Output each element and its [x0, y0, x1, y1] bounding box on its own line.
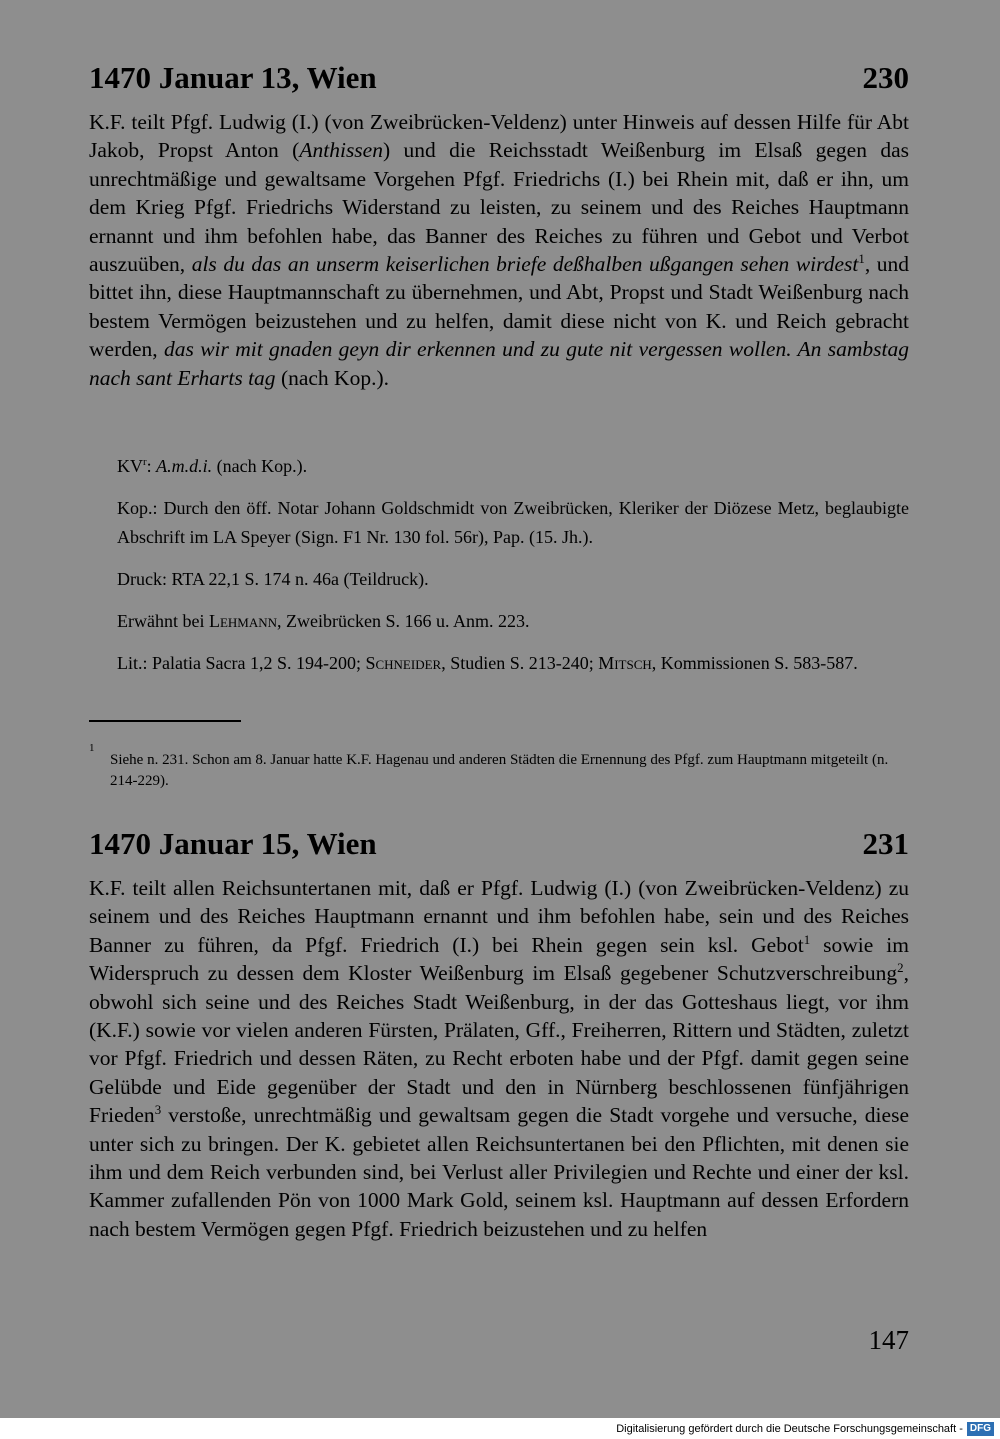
footnote-ref-1: 1 [803, 932, 811, 947]
erwaehnt-line: Erwähnt bei Lehmann, Zweibrücken S. 166 u. Anm. 223. [117, 611, 530, 631]
druck-line: Druck: RTA 22,1 S. 174 n. 46a (Teildruck). [117, 569, 429, 589]
page-number: 147 [868, 1325, 909, 1355]
lit-line: Lit.: Palatia Sacra 1,2 S. 194-200; Schneider, Studien S. 213-240; Mitsch, Kommissionen S. 583-587. [117, 653, 858, 673]
funding-footer [0, 1418, 1000, 1439]
entry-231-summary: K.F. teilt allen Reichsuntertanen mit, daß er Pfgf. Ludwig (I.) (von Zweibrücken-Veldenz) zu seinem und des Reiches Hauptmann ernannt und ihm befohlen habe, sein und des Reiches Banner zu führen, da Pfgf. Friedrich (I.) bei Rhein gegen sein ksl. Gebot$^1$ sowie im Widerspruch zu dessen dem Kloster Weißenburg im Elsaß gegebener Schutzverschreibung$^2$, obwohl sich seine und des Reiches Stadt Weißenburg, in der das Gotteshaus liegt, vor ihm (K.F.) sowie vor vielen anderen Fürsten, Prälaten, Gff., Freiherren, Rittern und Städten, zuletzt vor Pfgf. Friedrich und dessen Räten, zu Recht erboten habe und der Pfgf. damit gegen seine Gelübde und Eide gegenüber der Stadt und den in Nürnberg beschlossenen fünfjährigen Frieden$^3$ verstoße, unrechtmäßig und gewaltsam gegen die Stadt vorgehe und versuche, diese unter sich zu bringen. Der K. gebietet allen Reichsuntertanen bei den Pflichten, mit denen sie ihm und dem Reich verbunden sind, bei Verlust aller Privilegien und Rechte und einer der ksl. Kammer zufallenden Pön von 1000 Mark Gold, seinem ksl. Hauptmann auf dessen Erfordern nach bestem Vermögen gegen Pfgf. Friedrich beizustehen und zu helfen [89, 876, 909, 1241]
footnote-ref-3: 3 [154, 1103, 162, 1118]
entry-230-apparatus [89, 452, 909, 678]
entry-230-heading [89, 60, 909, 96]
kv-line: $KV^r$: A.m.d.i. (nach Kop.). [117, 456, 308, 476]
footnote-ref-1: 1 [858, 251, 865, 266]
footnote: 1 Siehe n. 231. Schon am 8. Januar hatte K.F. Hagenau und anderen Städten die Ernennung des Pfgf. zum Hauptmann mitgeteilt (n. 214-229). [89, 742, 889, 789]
entry-231-date-place: 1470 Januar 15, Wien [89, 826, 377, 861]
funding-text: Digitalisierung gefördert durch die Deutsche Forschungsgemeinschaft - [616, 1422, 963, 1435]
kop-line: Kop.: Durch den öff. Notar Johann Goldschmidt von Zweibrücken, Kleriker der Diözese Metz, beglaubigte Abschrift im LA Speyer (Sign. F1 Nr. 130 fol. 56r), Pap. (15. Jh.). [117, 498, 909, 547]
entry-230-date-place: 1470 Januar 13, Wien [89, 60, 377, 95]
footnote-text: Siehe n. 231. Schon am 8. Januar hatte K.F. Hagenau und anderen Städten die Ernennung des Pfgf. zum Hauptmann mitgeteilt (n. 214-229). [110, 752, 889, 789]
footnote-separator [89, 720, 241, 722]
dfg-logo: DFG [967, 1422, 994, 1436]
entry-230-number: 230 [862, 60, 909, 95]
entry-230-summary: K.F. teilt Pfgf. Ludwig (I.) (von Zweibrücken-Veldenz) unter Hinweis auf dessen Hilfe für Abt Jakob, Propst Anton (Anthissen) und die Reichsstadt Weißenburg im Elsaß gegen das unrechtmäßige und gewaltsame Vorgehen Pfgf. Friedrichs (I.) bei Rhein mit, daß er ihn, um dem Krieg Pfgf. Friedrichs Widerstand zu leisten, zu seinem und des Reiches Hauptmann ernannt und ihm befohlen habe, das Banner des Reiches zu führen und Gebot und Verbot auszuüben, als du das an unserm keiserlichen briefe deßhalben ußgangen sehen wirdest$^1$, und bittet ihn, diese Hauptmannschaft zu übernehmen, und Abt, Propst und Stadt Weißenburg nach bestem Vermögen beizustehen und zu helfen, damit diese nicht von K. und Reich gebracht werden, das wir mit gnaden geyn dir erkennen und zu gute nit vergessen wollen. An sambstag nach sant Erharts tag (nach Kop.). [89, 110, 910, 390]
footnote-ref-2: 2 [897, 961, 904, 976]
entry-231-heading [89, 826, 909, 862]
entry-231-number: 231 [862, 826, 909, 861]
